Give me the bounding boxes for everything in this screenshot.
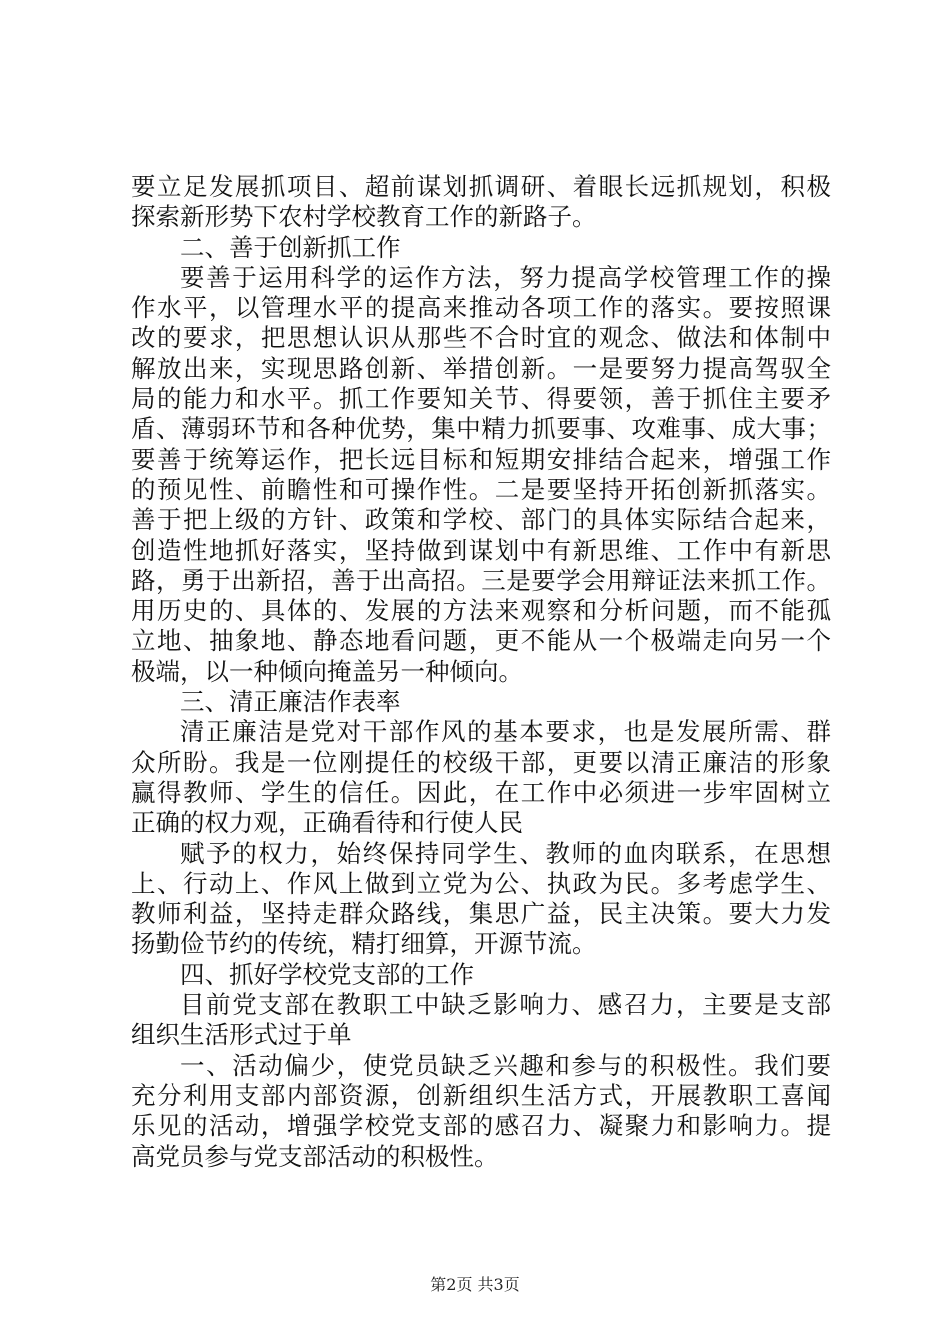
text-line: 扬勤俭节约的传统，精打细算，开源节流。: [131, 929, 597, 959]
page-footer: 第2页 共3页: [430, 1275, 520, 1294]
text-line: 探索新形势下农村学校教育工作的新路子。: [131, 202, 597, 232]
text-line: 立地、抽象地、静态地看问题，更不能从一个极端走向另一个: [131, 626, 831, 656]
text-line: 路，勇于出新招，善于出高招。三是要学会用辩证法来抓工作。: [131, 565, 831, 595]
text-line: 作水平，以管理水平的提高来推动各项工作的落实。要按照课: [131, 293, 831, 323]
text-line: 用历史的、具体的、发展的方法来观察和分析问题，而不能孤: [131, 596, 831, 626]
text-line: 乐见的活动，增强学校党支部的感召力、凝聚力和影响力。提: [131, 1111, 831, 1141]
text-line: 上、行动上、作风上做到立党为公、执政为民。多考虑学生、: [131, 868, 831, 898]
text-line: 要善于运用科学的运作方法，努力提高学校管理工作的操: [180, 262, 831, 292]
text-line: 极端，以一种倾向掩盖另一种倾向。: [131, 656, 523, 686]
text-line: 改的要求，把思想认识从那些不合时宜的观念、做法和体制中: [131, 323, 831, 353]
text-line: 组织生活形式过于单: [131, 1020, 352, 1050]
text-line: 一、活动偏少，使党员缺乏兴趣和参与的积极性。我们要: [180, 1050, 831, 1080]
text-line: 盾、薄弱环节和各种优势，集中精力抓要事、攻难事、成大事；: [131, 414, 831, 444]
text-line: 充分利用支部内部资源，创新组织生活方式，开展教职工喜闻: [131, 1080, 831, 1110]
text-line: 赢得教师、学生的信任。因此，在工作中必须进一步牢固树立: [131, 777, 831, 807]
text-line: 创造性地抓好落实，坚持做到谋划中有新思维、工作中有新思: [131, 535, 831, 565]
text-line: 正确的权力观，正确看待和行使人民: [131, 808, 523, 838]
text-line: 目前党支部在教职工中缺乏影响力、感召力，主要是支部: [180, 990, 831, 1020]
text-line: 善于把上级的方针、政策和学校、部门的具体实际结合起来，: [131, 505, 831, 535]
text-line: 赋予的权力，始终保持同学生、教师的血肉联系，在思想: [180, 838, 831, 868]
text-line: 解放出来，实现思路创新、举措创新。一是要努力提高驾驭全: [131, 353, 831, 383]
section-heading: 四、抓好学校党支部的工作: [180, 959, 474, 989]
text-line: 要善于统筹运作，把长远目标和短期安排结合起来，增强工作: [131, 444, 831, 474]
text-line: 要立足发展抓项目、超前谋划抓调研、着眼长远抓规划，积极: [131, 172, 831, 201]
text-line: 的预见性、前瞻性和可操作性。二是要坚持开拓创新抓落实。: [131, 474, 831, 504]
section-heading: 二、善于创新抓工作: [180, 232, 401, 262]
text-line: 局的能力和水平。抓工作要知关节、得要领，善于抓住主要矛: [131, 384, 831, 414]
text-line: 高党员参与党支部活动的积极性。: [131, 1141, 499, 1171]
document-body: [131, 172, 831, 1172]
text-line: 众所盼。我是一位刚提任的校级干部，更要以清正廉洁的形象: [131, 747, 831, 777]
text-line: 清正廉洁是党对干部作风的基本要求，也是发展所需、群: [180, 717, 831, 747]
section-heading: 三、清正廉洁作表率: [180, 687, 401, 717]
text-line: 教师利益，坚持走群众路线，集思广益，民主决策。要大力发: [131, 899, 831, 929]
